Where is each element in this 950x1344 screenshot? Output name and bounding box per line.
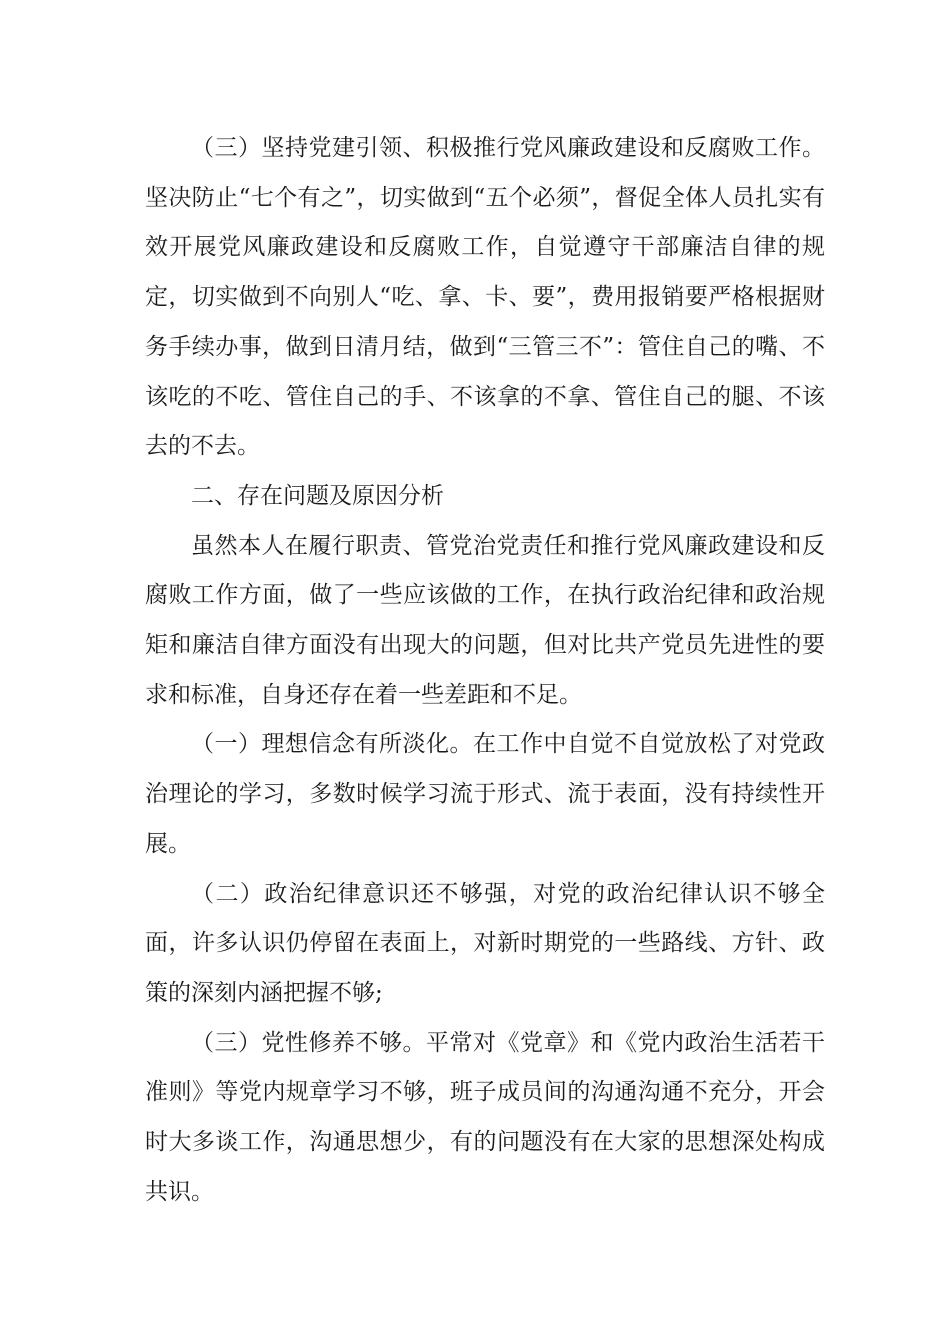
paragraph-problem-two-discipline: （二）政治纪律意识还不够强，对党的政治纪律认识不够全面，许多认识仍停留在表面上，对新时期党的一些路线、方针、政策的深刻内涵把握不够; bbox=[145, 880, 825, 1006]
document-body bbox=[145, 124, 825, 1217]
paragraph-problem-three-party-spirit: （三）党性修养不够。平常对《党章》和《党内政治生活若干准则》等党内规章学习不够，班子成员间的沟通沟通不充分，开会时大多谈工作，沟通思想少，有的问题没有在大家的思想深处构成共识。 bbox=[145, 1029, 825, 1205]
paragraph-problems-intro: 虽然本人在履行职责、管党治党责任和推行党风廉政建设和反腐败工作方面，做了一些应该做的工作，在执行政治纪律和政治规矩和廉洁自律方面没有出现大的问题，但对比共产党员先进性的要求和标准，自身还存在着一些差距和不足。 bbox=[145, 532, 825, 708]
paragraph-section-three-party-building: （三）坚持党建引领、积极推行党风廉政建设和反腐败工作。坚决防止“七个有之”，切实做到“五个必须”，督促全体人员扎实有效开展党风廉政建设和反腐败工作，自觉遵守干部廉洁自律的规定，切实做到不向别人“吃、拿、卡、要”，费用报销要严格根据财务手续办事，做到日清月结，做到“三管三不”：管住自己的嘴、不该吃的不吃、管住自己的手、不该拿的不拿、管住自己的腿、不该去的不去。 bbox=[145, 135, 825, 460]
section-heading-problems-analysis: 二、存在问题及原因分析 bbox=[191, 482, 444, 509]
paragraph-problem-one-ideals: （一）理想信念有所淡化。在工作中自觉不自觉放松了对党政治理论的学习，多数时候学习流于形式、流于表面，没有持续性开展。 bbox=[145, 731, 825, 857]
